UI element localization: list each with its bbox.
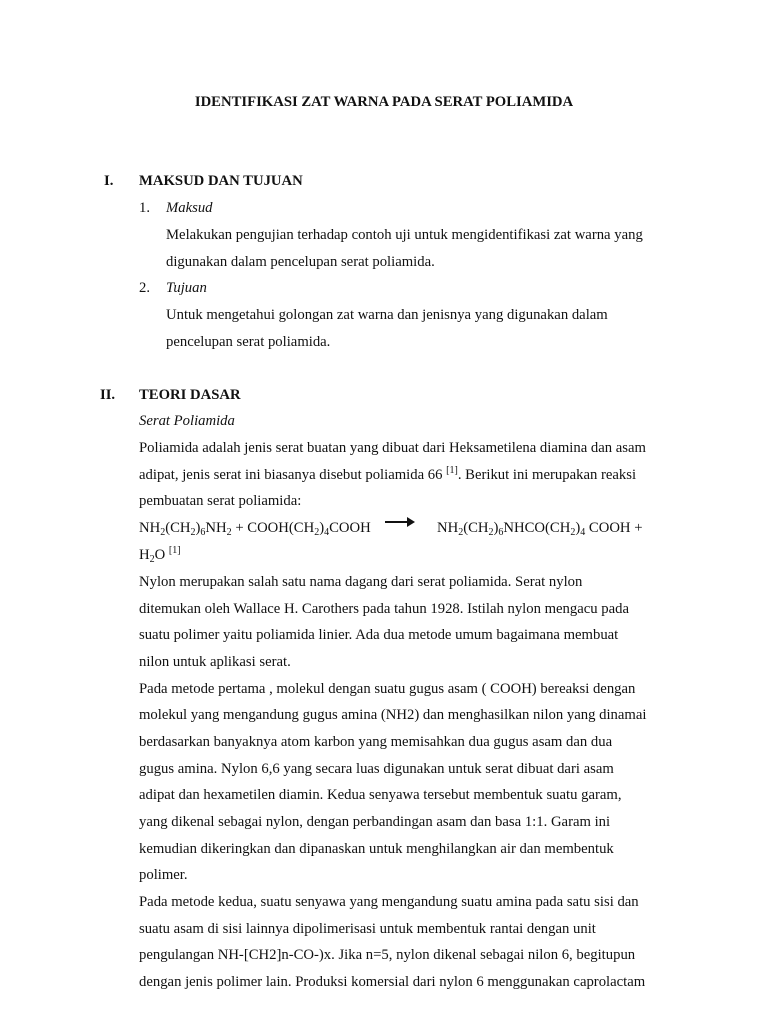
text-line: digunakan dalam pencelupan serat poliamida. [166, 254, 435, 270]
text-line: adipat dan hexametilen diamin. Kedua senyawa tersebut membentuk suatu garam, [139, 787, 622, 803]
text-line: Untuk mengetahui golongan zat warna dan jenisnya yang digunakan dalam [166, 307, 608, 323]
reaction-products: $NH_2(CH_2)_6NHCO(CH_2)_4$ COOH + [437, 520, 643, 538]
item-2-label: Tujuan [166, 280, 207, 296]
citation: [1] [168, 545, 181, 556]
section-2-heading: TEORI DASAR [139, 387, 241, 403]
reaction-water: $H_2O$ [1] [139, 545, 181, 565]
text-line [139, 466, 636, 484]
section-1-heading: MAKSUD DAN TUJUAN [139, 173, 303, 189]
text-line: pembuatan serat poliamida: [139, 493, 302, 509]
text-line: pencelupan serat poliamida. [166, 334, 331, 350]
text-line: berdasarkan banyaknya atom karbon yang memisahkan dua gugus asam dan dua [139, 734, 613, 750]
text-line: Poliamida adalah jenis serat buatan yang dibuat dari Heksametilena diamina dan asam [139, 440, 646, 456]
text-line: Melakukan pengujian terhadap contoh uji untuk mengidentifikasi zat warna yang [166, 227, 643, 243]
text-line: pengulangan NH-[CH2]n-CO-)x. Jika n=5, nylon dikenal sebagai nilon 6, begitupun [139, 947, 636, 963]
text-line: dengan jenis polimer lain. Produksi komersial dari nylon 6 menggunakan caprolactam [139, 974, 646, 990]
document-title: IDENTIFIKASI ZAT WARNA PADA SERAT POLIAMIDA [194, 94, 574, 110]
text-line: suatu polimer yaitu poliamida linier. Ada dua metode umum bagaimana membuat [139, 627, 619, 643]
text-line: ditemukan oleh Wallace H. Carothers pada tahun 1928. Istilah nylon mengacu pada [139, 601, 630, 617]
reaction-reactants: $NH_2(CH_2)_6NH_2$ + $COOH(CH_2)_4COOH$ [139, 520, 371, 538]
text-line: nilon untuk aplikasi serat. [139, 654, 291, 670]
text-line: suatu asam di sisi lainnya dipolimerisasi untuk membentuk rantai dengan unit [139, 921, 596, 937]
text-line: Pada metode pertama , molekul dengan suatu gugus asam ( COOH) bereaksi dengan [139, 681, 636, 697]
item-1-label: Maksud [166, 200, 213, 216]
text-segment: adipat, jenis serat ini biasanya disebut poliamida 66 [139, 467, 443, 483]
text-line: gugus amina. Nylon 6,6 yang secara luas digunakan untuk serat dibuat dari asam [139, 761, 614, 777]
text-line: molekul yang mengandung gugus amina (NH2) dan menghasilkan nilon yang dinamai [139, 707, 647, 723]
item-2-number: 2. [139, 280, 151, 296]
section-1-number: I. [104, 173, 114, 189]
citation: [1] [446, 465, 458, 476]
section-2-number: II. [100, 387, 116, 403]
reaction-arrow-icon [385, 521, 409, 523]
text-line: Pada metode kedua, suatu senyawa yang mengandung suatu amina pada satu sisi dan [139, 894, 639, 910]
subheading: Serat Poliamida [139, 413, 235, 429]
text-line: kemudian dikeringkan dan dipanaskan untuk menghilangkan air dan membentuk [139, 841, 614, 857]
item-1-number: 1. [139, 200, 151, 216]
text-line: yang dikenal sebagai nylon, dengan perbandingan asam dan basa 1:1. Garam ini [139, 814, 611, 830]
text-segment: . Berikut ini merupakan reaksi [457, 467, 637, 483]
text-line: polimer. [139, 867, 188, 883]
text-line: Nylon merupakan salah satu nama dagang dari serat poliamida. Serat nylon [139, 574, 583, 590]
